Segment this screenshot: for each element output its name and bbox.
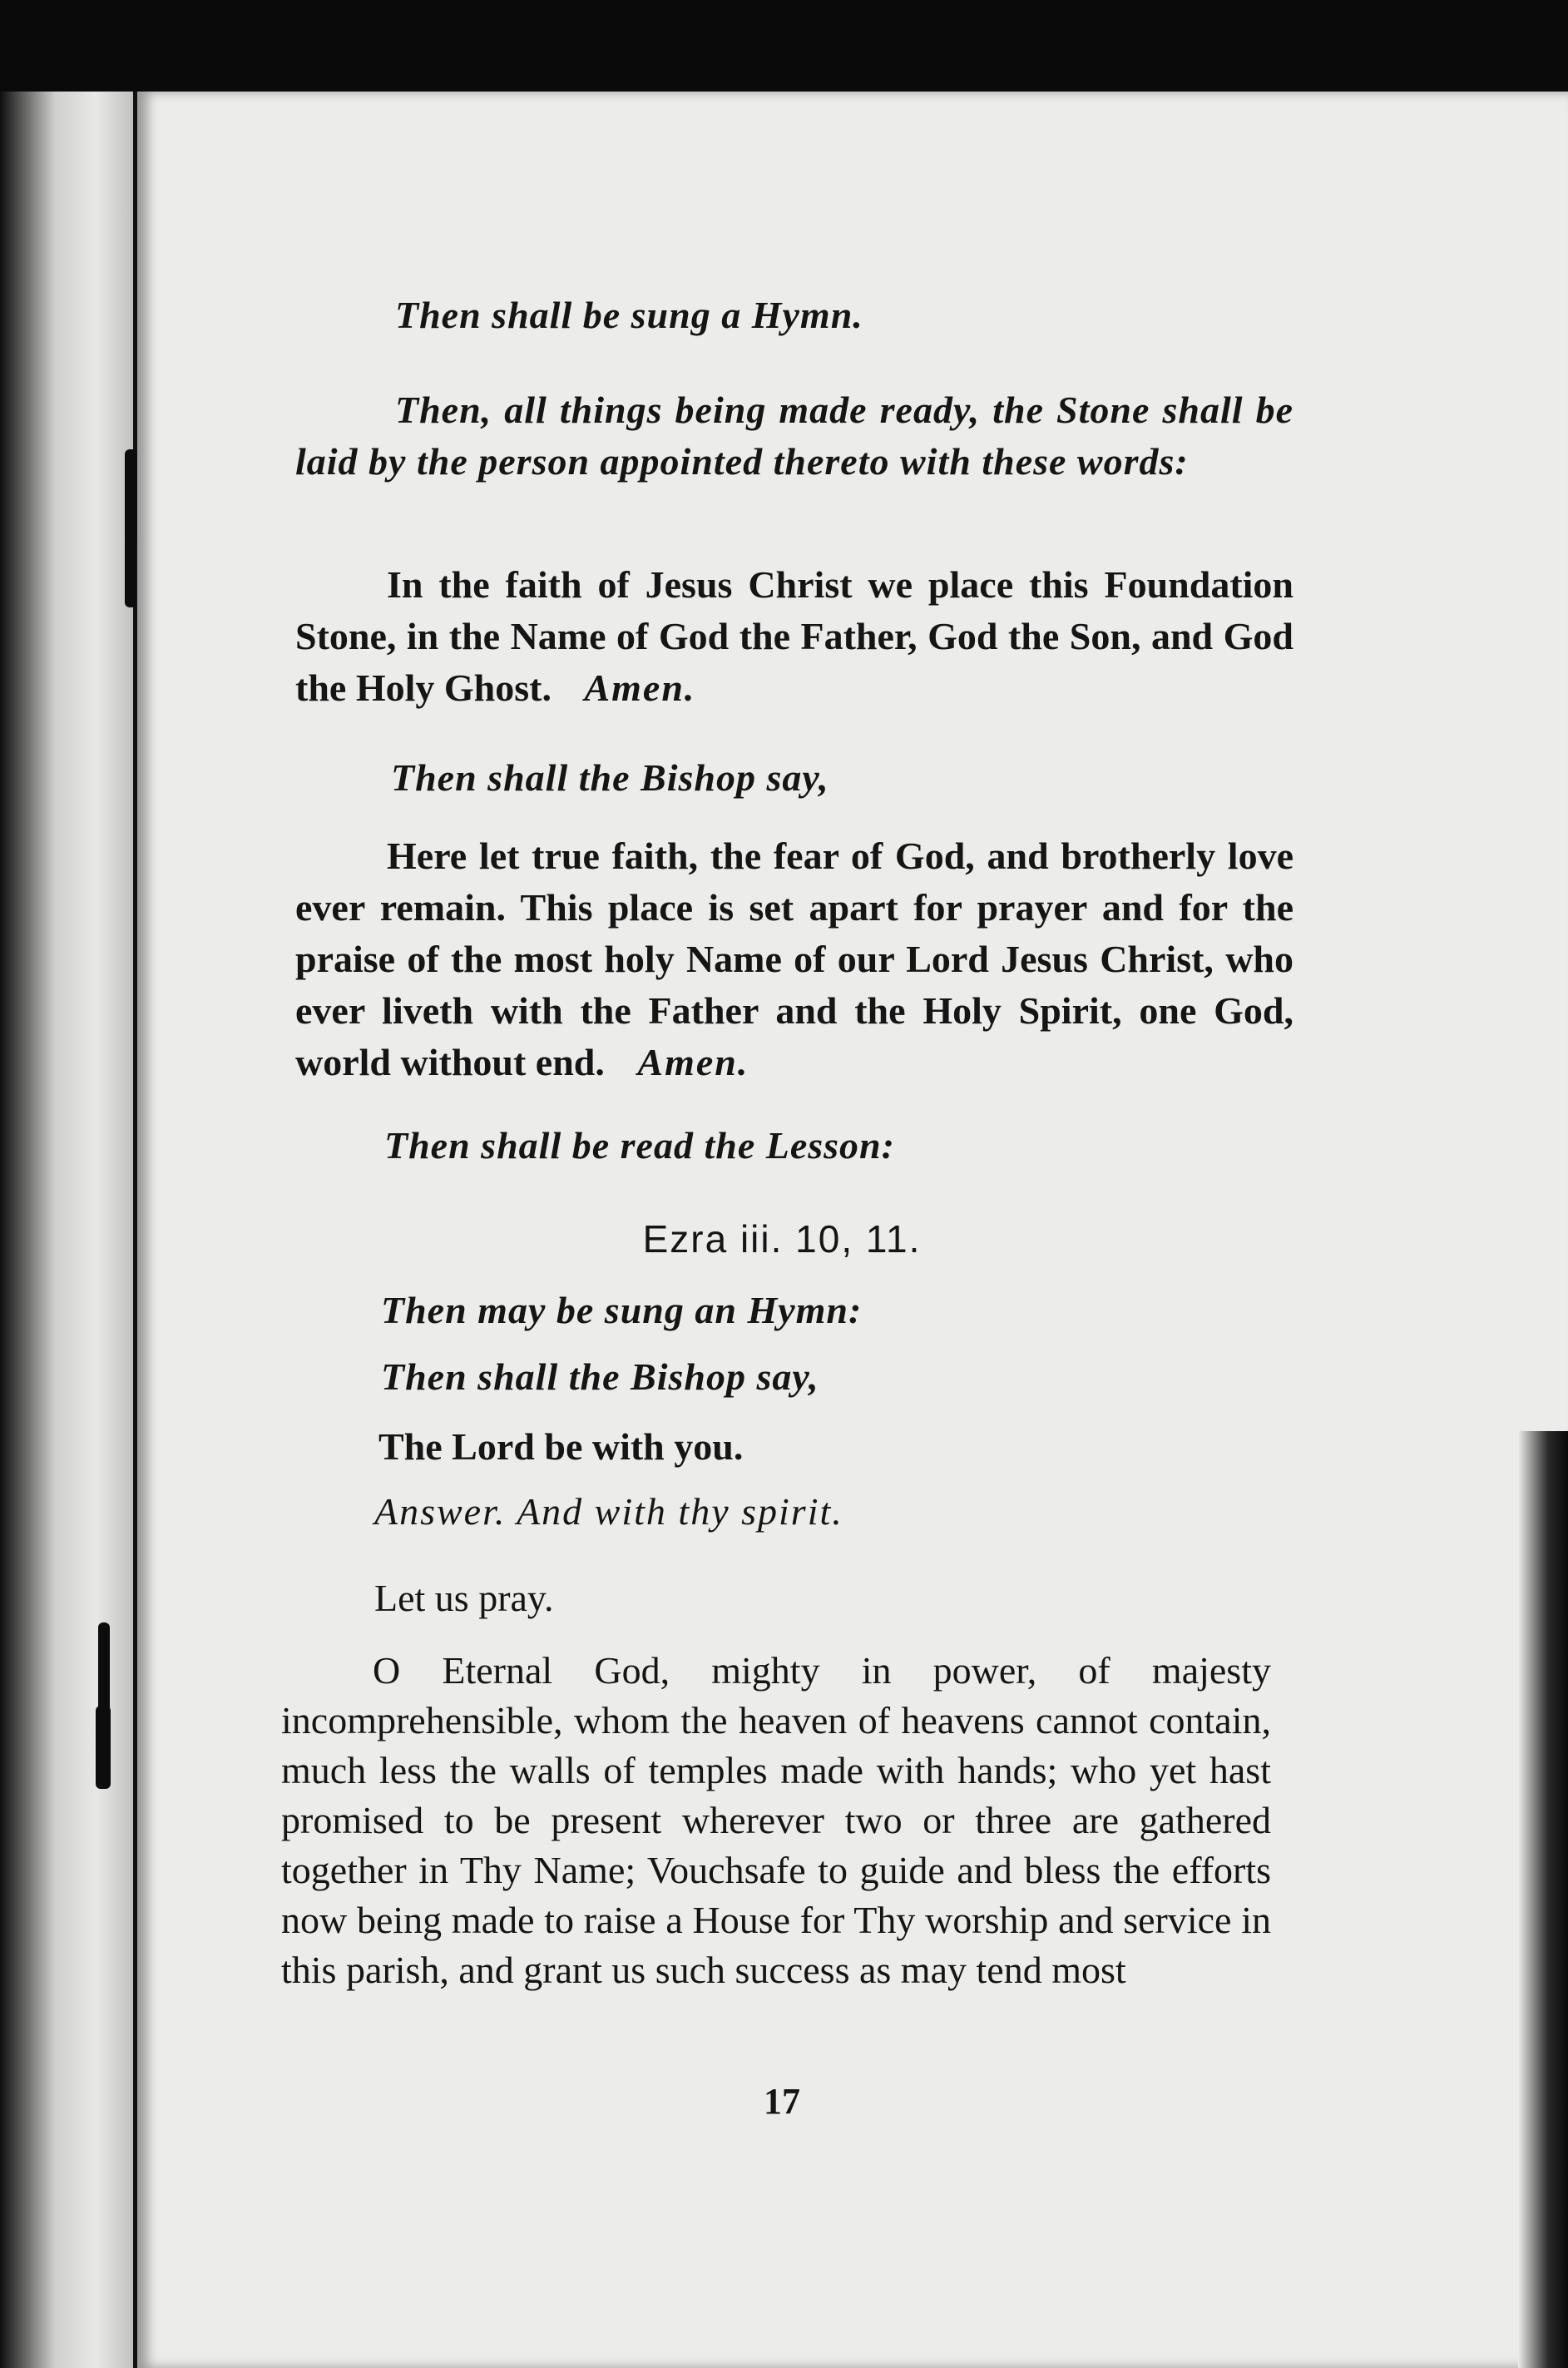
versicle: The Lord be with you. xyxy=(378,1425,744,1468)
response: Answer. And with thy spirit. xyxy=(374,1490,843,1533)
scan-right-edge xyxy=(1518,1431,1568,2368)
binding-mark xyxy=(96,1706,111,1789)
rubric-hymn: Then shall be sung a Hymn. xyxy=(395,294,863,336)
lesson-reference: Ezra iii. 10, 11. xyxy=(642,1217,922,1261)
binding-mark xyxy=(98,1622,110,1714)
amen: Amen. xyxy=(637,1041,749,1083)
foundation-words xyxy=(295,559,1293,714)
let-us-pray: Let us pray. xyxy=(374,1577,554,1619)
page-number: 17 xyxy=(764,2081,800,2122)
facing-page-edge xyxy=(0,92,137,2368)
binding-mark xyxy=(125,533,136,607)
amen: Amen. xyxy=(584,666,696,709)
foundation-text: In the faith of Jesus Christ we place this Foundation Stone, in the Name of God the Father, God the Son, and God the Holy Ghost. xyxy=(295,563,1293,709)
rubric-hymn-second: Then may be sung an Hymn: xyxy=(381,1289,863,1331)
declaration-text: Here let true faith, the fear of God, and brotherly love ever remain. This place is set apart for prayer and for the praise of the most holy Name of our Lord Jesus Christ, who ever liveth with the Father and the Holy Spirit, one God, world without end. xyxy=(295,835,1293,1083)
rubric-bishop-say: Then shall the Bishop say, xyxy=(391,756,829,799)
rubric-lesson: Then shall be read the Lesson: xyxy=(384,1124,895,1167)
prayer-text: O Eternal God, mighty in power, of majesty incomprehensible, whom the heaven of heavens cannot contain, much less the walls of temples made with hands; who yet hast promised to be present wherever two or three are gathered together in Thy Name; Vouchsafe to guide and bless the efforts now being made to raise a House for Thy worship and service in this parish, and grant us such success as may tend most xyxy=(281,1649,1271,1991)
scan-top-shadow xyxy=(0,0,1568,92)
binding-mark xyxy=(125,449,138,541)
bishop-declaration xyxy=(295,830,1293,1088)
rubric-bishop-say-second: Then shall the Bishop say, xyxy=(381,1355,819,1398)
rubric-stone-laying: Then, all things being made ready, the Stone shall be laid by the person appointed thereto with these words: xyxy=(295,389,1293,483)
